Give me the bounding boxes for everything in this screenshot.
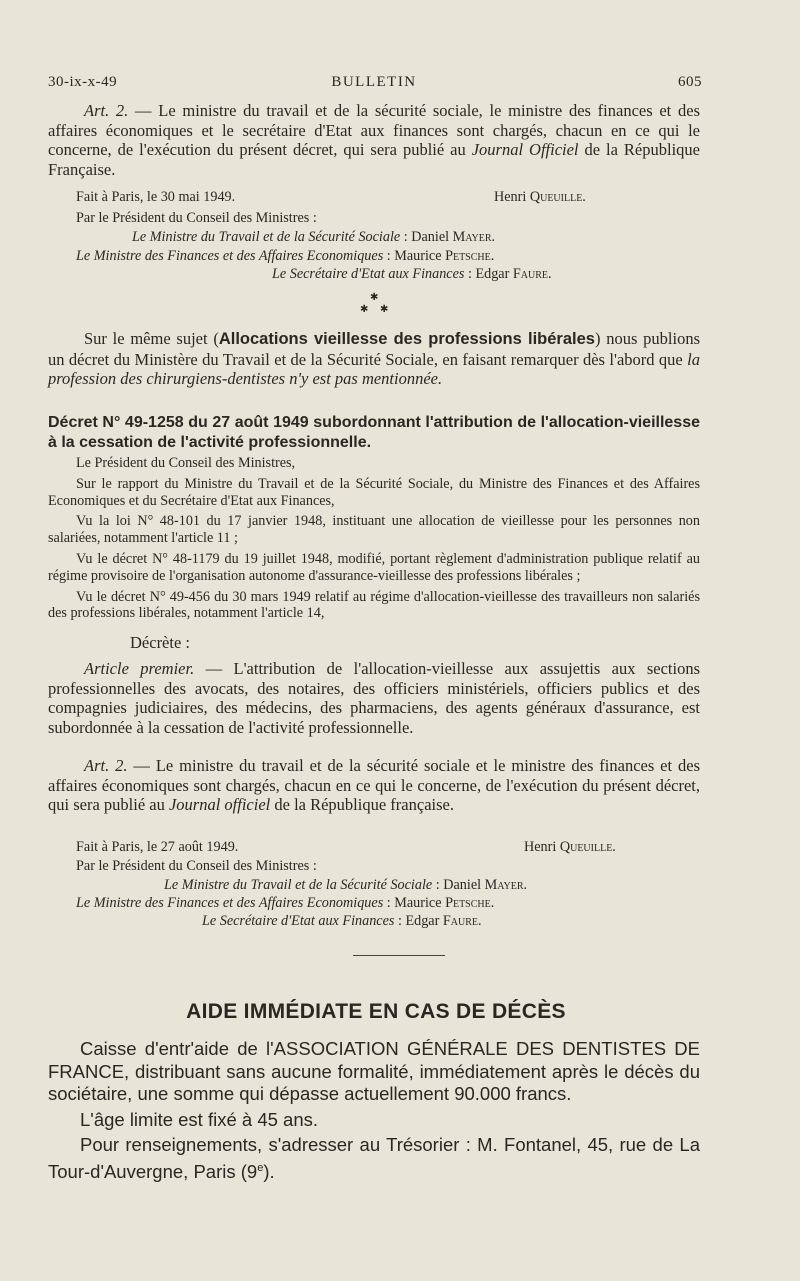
article-2-first-decree — [48, 101, 700, 179]
signer: Henri Queuille. — [524, 839, 616, 855]
minister-labour: Le Ministre du Travail et de la Sécurité Sociale : Daniel Mayer. — [132, 229, 496, 245]
preamble — [48, 455, 700, 622]
preamble-line: Vu la loi N° 48-101 du 17 janvier 1948, instituant une allocation de vieillesse pour les personnes non salariées, notamment l'article 11 ; — [48, 513, 700, 547]
article-label: Art. 2. — [84, 101, 129, 120]
secretary-finance: Le Secrétaire d'Etat aux Finances : Edgar Faure. — [272, 266, 552, 282]
preamble-line: Le Président du Conseil des Ministres, — [76, 455, 296, 471]
place-date: Fait à Paris, le 27 août 1949. — [76, 839, 239, 855]
by-president: Par le Président du Conseil des Ministres : — [76, 858, 317, 874]
preamble-line: Vu le décret N° 48-1179 du 19 juillet 1948, modifié, portant règlement d'administration publique relatif au régime provisoire de l'organisation autonome d'assurance-vieillesse des professions libérales ; — [48, 550, 700, 584]
ad-paragraph-3: Pour renseignements, s'adresser au Trésorier : M. Fontanel, 45, rue de La Tour-d'Auvergne, Paris (9e). — [48, 1134, 700, 1182]
minister-finance: Le Ministre des Finances et des Affaires Economiques : Maurice Petsche. — [76, 895, 495, 911]
journal-name: Journal Officiel — [471, 140, 579, 159]
decrete-label: Décrète : — [130, 633, 190, 652]
ad-title: AIDE IMMÉDIATE EN CAS DE DÉCÈS — [186, 1000, 566, 1023]
by-president: Par le Président du Conseil des Ministres : — [76, 210, 317, 226]
asterism-star: ✱ — [370, 292, 379, 303]
section-divider — [353, 955, 445, 956]
article-text-end: de la République Française. — [48, 140, 700, 179]
asterism-star: ✱ — [360, 304, 369, 315]
place-date: Fait à Paris, le 30 mai 1949. — [76, 189, 236, 205]
article-2-second-decree: Art. 2. — Le ministre du travail et de la sécurité sociale et le ministre des finances et des affaires économiques sont chargés, chacun en ce qui le concerne, de l'exécution du présent décret, qui sera publié au Journal officiel de la République française. — [48, 756, 700, 814]
signer: Henri Queuille. — [494, 189, 586, 205]
page-header — [48, 74, 700, 94]
header-title: BULLETIN — [331, 74, 417, 90]
ad-paragraph-1: Caisse d'entr'aide de l'ASSOCIATION GÉNÉRALE DES DENTISTES DE FRANCE, distribuant sans aucune formalité, immédiatement après le décès du sociétaire, une somme qui dépasse actuellement 90.000 francs. — [48, 1038, 700, 1104]
preamble-line: Vu le décret N° 49-456 du 30 mars 1949 relatif au régime d'allocation-vieillesse des travailleurs non salariés des professions libérales, notamment l'article 14, — [48, 588, 700, 622]
minister-finance: Le Ministre des Finances et des Affaires Economiques : Maurice Petsche. — [76, 248, 495, 264]
article-text: — Le ministre du travail et de la sécurité sociale, le ministre des finances et des affaires économiques et le secrétaire d'Etat aux finances sont chargés, chacun en ce qui le concerne, de l'exécution du présent décret, qui sera publié au — [48, 101, 700, 159]
secretary-finance: Le Secrétaire d'Etat aux Finances : Edgar Faure. — [202, 913, 482, 929]
ad-body — [48, 1038, 700, 1183]
asterism-star: ✱ — [380, 304, 389, 315]
article-premier: Article premier. — L'attribution de l'allocation-vieillesse aux assujettis aux sections professionnelles des avocats, des notaires, des officiers ministériels, officiers publics et des compagnies judiciaires, des médecins, des pharmaciens, des agents généraux d'assurance, est subordonnée à la cessation de l'activité professionnelle. — [48, 659, 700, 737]
intro-paragraph: Sur le même sujet (Allocations vieillesse des professions libérales) nous publions un décret du Ministère du Travail et de la Sécurité Sociale, en faisant remarquer dès l'abord que la profession des chirurgiens-dentistes n'y est pas mentionnée. — [48, 329, 700, 388]
decree-title: Décret N° 49-1258 du 27 août 1949 subordonnant l'attribution de l'allocation-vieillesse à la cessation de l'activité professionnelle. — [48, 414, 700, 451]
preamble-line: Sur le rapport du Ministre du Travail et de la Sécurité Sociale, du Ministre des Finances et des Affaires Economiques et du Secrétaire d'Etat aux Finances, — [48, 475, 700, 509]
page-number: 605 — [678, 74, 702, 90]
ad-paragraph-2: L'âge limite est fixé à 45 ans. — [80, 1108, 318, 1130]
minister-labour: Le Ministre du Travail et de la Sécurité Sociale : Daniel Mayer. — [164, 877, 528, 893]
header-date: 30-ix-x-49 — [48, 74, 118, 90]
